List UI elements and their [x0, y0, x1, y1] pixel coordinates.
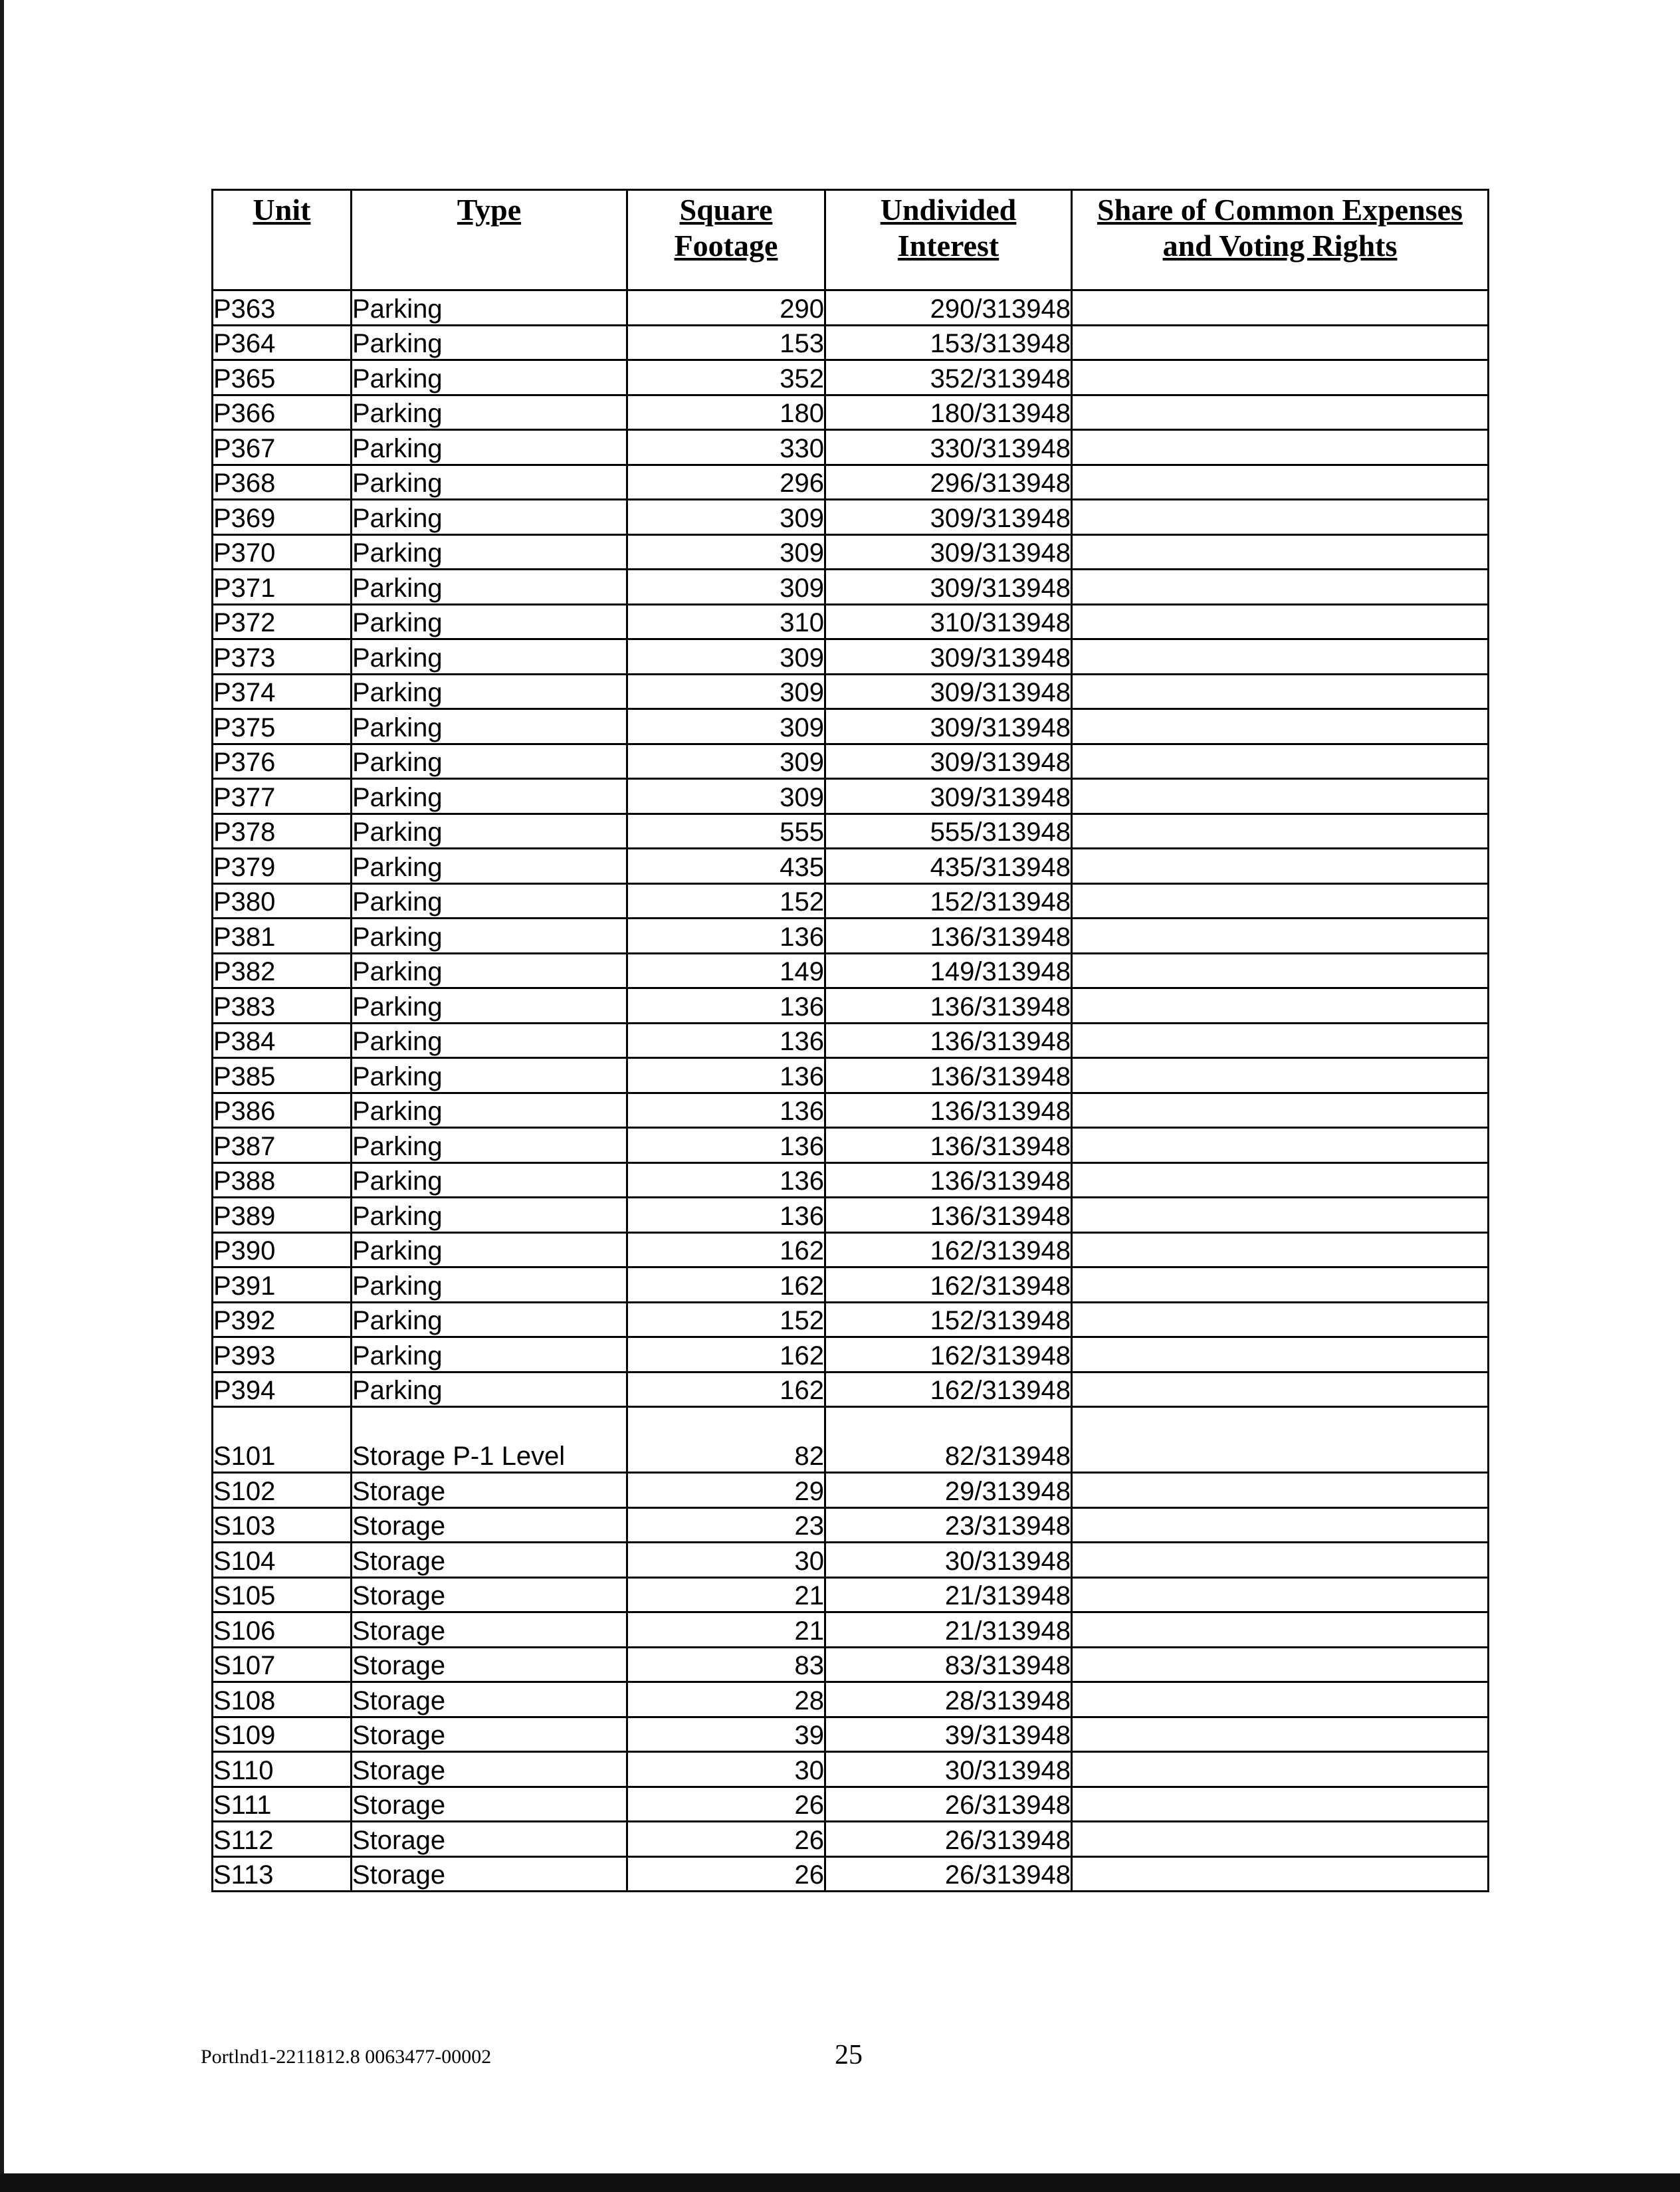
cell-type: Parking	[352, 1058, 627, 1093]
cell-undivided-interest: 136/313948	[825, 919, 1072, 954]
col-header-square-footage	[627, 190, 825, 290]
cell-undivided-interest: 309/313948	[825, 570, 1072, 605]
cell-type: Storage	[352, 1473, 627, 1508]
cell-share	[1072, 744, 1489, 779]
cell-unit: P378	[213, 814, 352, 849]
cell-type: Storage	[352, 1507, 627, 1543]
cell-type: Storage	[352, 1752, 627, 1787]
cell-share	[1072, 1337, 1489, 1372]
cell-undivided-interest: 152/313948	[825, 1302, 1072, 1337]
table-row	[213, 604, 1489, 639]
table-row	[213, 1093, 1489, 1128]
cell-type: Parking	[352, 465, 627, 500]
cell-undivided-interest: 555/313948	[825, 814, 1072, 849]
cell-unit: P388	[213, 1162, 352, 1198]
cell-undivided-interest: 352/313948	[825, 360, 1072, 395]
cell-square-footage: 136	[627, 1128, 825, 1163]
cell-share	[1072, 534, 1489, 570]
cell-unit: P381	[213, 919, 352, 954]
cell-unit: P383	[213, 988, 352, 1024]
col-header-unit	[213, 190, 352, 290]
cell-share	[1072, 1507, 1489, 1543]
table-row	[213, 360, 1489, 395]
cell-undivided-interest: 309/313948	[825, 534, 1072, 570]
table-row	[213, 953, 1489, 988]
cell-share	[1072, 1787, 1489, 1822]
header-row	[213, 190, 1489, 290]
table-row	[213, 1198, 1489, 1233]
cell-unit: S105	[213, 1577, 352, 1612]
table-row	[213, 1023, 1489, 1058]
cell-share	[1072, 779, 1489, 814]
cell-share	[1072, 1372, 1489, 1407]
cell-type: Parking	[352, 500, 627, 535]
cell-square-footage: 309	[627, 639, 825, 675]
cell-undivided-interest: 30/313948	[825, 1752, 1072, 1787]
cell-undivided-interest: 26/313948	[825, 1822, 1072, 1857]
cell-unit: P373	[213, 639, 352, 675]
cell-share	[1072, 849, 1489, 884]
cell-undivided-interest: 26/313948	[825, 1787, 1072, 1822]
cell-share	[1072, 1302, 1489, 1337]
table-row	[213, 1822, 1489, 1857]
table-row	[213, 779, 1489, 814]
cell-type: Parking	[352, 814, 627, 849]
table-header	[213, 190, 1489, 290]
cell-type: Parking	[352, 290, 627, 326]
scan-bottom-edge	[0, 2173, 1680, 2192]
cell-square-footage: 23	[627, 1507, 825, 1543]
cell-square-footage: 309	[627, 674, 825, 709]
cell-square-footage: 152	[627, 1302, 825, 1337]
cell-type: Parking	[352, 430, 627, 465]
cell-share	[1072, 919, 1489, 954]
table-row	[213, 290, 1489, 326]
cell-square-footage: 309	[627, 500, 825, 535]
cell-unit: P384	[213, 1023, 352, 1058]
units-table	[211, 189, 1489, 1892]
table-body	[213, 290, 1489, 1892]
cell-undivided-interest: 309/313948	[825, 639, 1072, 675]
cell-share	[1072, 325, 1489, 360]
cell-share	[1072, 883, 1489, 919]
col-header-square-footage-line1: Square	[679, 193, 773, 227]
cell-unit: P374	[213, 674, 352, 709]
cell-undivided-interest: 30/313948	[825, 1543, 1072, 1578]
col-header-undivided-interest-line1: Undivided	[880, 193, 1017, 227]
table-row	[213, 1267, 1489, 1303]
cell-square-footage: 136	[627, 1162, 825, 1198]
cell-share	[1072, 290, 1489, 326]
cell-undivided-interest: 21/313948	[825, 1577, 1072, 1612]
cell-undivided-interest: 26/313948	[825, 1856, 1072, 1892]
cell-type: Storage	[352, 1647, 627, 1682]
cell-unit: P376	[213, 744, 352, 779]
cell-square-footage: 26	[627, 1856, 825, 1892]
cell-type: Storage P-1 Level	[352, 1407, 627, 1473]
cell-undivided-interest: 309/313948	[825, 744, 1072, 779]
cell-square-footage: 309	[627, 709, 825, 744]
cell-share	[1072, 674, 1489, 709]
cell-undivided-interest: 309/313948	[825, 674, 1072, 709]
table-row	[213, 919, 1489, 954]
cell-share	[1072, 1198, 1489, 1233]
cell-square-footage: 309	[627, 744, 825, 779]
cell-unit: P387	[213, 1128, 352, 1163]
cell-square-footage: 82	[627, 1407, 825, 1473]
col-header-unit-label: Unit	[253, 193, 311, 227]
cell-unit: P371	[213, 570, 352, 605]
cell-undivided-interest: 39/313948	[825, 1717, 1072, 1752]
cell-share	[1072, 1267, 1489, 1303]
cell-undivided-interest: 152/313948	[825, 883, 1072, 919]
cell-square-footage: 555	[627, 814, 825, 849]
cell-type: Parking	[352, 1093, 627, 1128]
cell-square-footage: 29	[627, 1473, 825, 1508]
cell-square-footage: 26	[627, 1787, 825, 1822]
cell-undivided-interest: 153/313948	[825, 325, 1072, 360]
cell-type: Parking	[352, 883, 627, 919]
scan-left-edge	[0, 0, 4, 2192]
cell-unit: S107	[213, 1647, 352, 1682]
cell-undivided-interest: 136/313948	[825, 1023, 1072, 1058]
table-row	[213, 814, 1489, 849]
cell-undivided-interest: 162/313948	[825, 1232, 1072, 1267]
cell-unit: P364	[213, 325, 352, 360]
table-row	[213, 1058, 1489, 1093]
cell-type: Storage	[352, 1577, 627, 1612]
cell-square-footage: 162	[627, 1372, 825, 1407]
cell-type: Parking	[352, 604, 627, 639]
table-row	[213, 1372, 1489, 1407]
cell-square-footage: 296	[627, 465, 825, 500]
cell-type: Storage	[352, 1682, 627, 1717]
cell-unit: P391	[213, 1267, 352, 1303]
cell-undivided-interest: 136/313948	[825, 1162, 1072, 1198]
cell-unit: S112	[213, 1822, 352, 1857]
cell-square-footage: 180	[627, 395, 825, 430]
cell-unit: P380	[213, 883, 352, 919]
cell-type: Parking	[352, 953, 627, 988]
table-row	[213, 1128, 1489, 1163]
table-row	[213, 639, 1489, 675]
cell-share	[1072, 1612, 1489, 1648]
cell-square-footage: 21	[627, 1612, 825, 1648]
cell-share	[1072, 395, 1489, 430]
cell-square-footage: 39	[627, 1717, 825, 1752]
cell-undivided-interest: 309/313948	[825, 709, 1072, 744]
table-row	[213, 883, 1489, 919]
footer-page-number: 25	[835, 2040, 863, 2070]
cell-square-footage: 136	[627, 988, 825, 1024]
cell-square-footage: 309	[627, 534, 825, 570]
cell-share	[1072, 639, 1489, 675]
cell-type: Parking	[352, 570, 627, 605]
cell-undivided-interest: 435/313948	[825, 849, 1072, 884]
col-header-type	[352, 190, 627, 290]
cell-square-footage: 83	[627, 1647, 825, 1682]
cell-square-footage: 162	[627, 1337, 825, 1372]
table-row	[213, 395, 1489, 430]
cell-unit: S104	[213, 1543, 352, 1578]
cell-undivided-interest: 296/313948	[825, 465, 1072, 500]
cell-unit: P370	[213, 534, 352, 570]
table-row	[213, 500, 1489, 535]
col-header-undivided-interest-line2: Interest	[897, 229, 999, 263]
cell-share	[1072, 1717, 1489, 1752]
cell-type: Parking	[352, 779, 627, 814]
col-header-type-label: Type	[457, 193, 522, 227]
cell-undivided-interest: 290/313948	[825, 290, 1072, 326]
cell-square-footage: 136	[627, 1058, 825, 1093]
cell-share	[1072, 1232, 1489, 1267]
cell-square-footage: 30	[627, 1543, 825, 1578]
cell-unit: P367	[213, 430, 352, 465]
cell-unit: P368	[213, 465, 352, 500]
cell-unit: P393	[213, 1337, 352, 1372]
cell-unit: P382	[213, 953, 352, 988]
cell-undivided-interest: 330/313948	[825, 430, 1072, 465]
cell-square-footage: 162	[627, 1267, 825, 1303]
table-row	[213, 1232, 1489, 1267]
cell-undivided-interest: 136/313948	[825, 1128, 1072, 1163]
cell-type: Storage	[352, 1612, 627, 1648]
cell-share	[1072, 1093, 1489, 1128]
cell-undivided-interest: 82/313948	[825, 1407, 1072, 1473]
table-row	[213, 1302, 1489, 1337]
cell-unit: S101	[213, 1407, 352, 1473]
cell-square-footage: 136	[627, 1093, 825, 1128]
cell-undivided-interest: 28/313948	[825, 1682, 1072, 1717]
cell-square-footage: 310	[627, 604, 825, 639]
cell-unit: P369	[213, 500, 352, 535]
table-row	[213, 1752, 1489, 1787]
col-header-square-footage-line2: Footage	[674, 229, 778, 263]
cell-type: Parking	[352, 919, 627, 954]
cell-undivided-interest: 21/313948	[825, 1612, 1072, 1648]
table-row	[213, 1337, 1489, 1372]
cell-square-footage: 136	[627, 1023, 825, 1058]
cell-unit: P385	[213, 1058, 352, 1093]
table-row	[213, 1612, 1489, 1648]
cell-unit: P363	[213, 290, 352, 326]
cell-unit: P377	[213, 779, 352, 814]
cell-undivided-interest: 29/313948	[825, 1473, 1072, 1508]
cell-undivided-interest: 162/313948	[825, 1372, 1072, 1407]
cell-undivided-interest: 162/313948	[825, 1337, 1072, 1372]
cell-share	[1072, 360, 1489, 395]
cell-undivided-interest: 136/313948	[825, 1093, 1072, 1128]
cell-share	[1072, 988, 1489, 1024]
table-row	[213, 1162, 1489, 1198]
cell-type: Parking	[352, 1302, 627, 1337]
cell-square-footage: 309	[627, 570, 825, 605]
cell-share	[1072, 1162, 1489, 1198]
table-row	[213, 709, 1489, 744]
cell-share	[1072, 709, 1489, 744]
table-row	[213, 849, 1489, 884]
cell-unit: S111	[213, 1787, 352, 1822]
table-row	[213, 1856, 1489, 1892]
cell-unit: S106	[213, 1612, 352, 1648]
cell-share	[1072, 1543, 1489, 1578]
cell-undivided-interest: 310/313948	[825, 604, 1072, 639]
cell-type: Storage	[352, 1822, 627, 1857]
table-row	[213, 430, 1489, 465]
cell-type: Parking	[352, 360, 627, 395]
cell-type: Storage	[352, 1856, 627, 1892]
cell-share	[1072, 814, 1489, 849]
cell-square-footage: 30	[627, 1752, 825, 1787]
cell-undivided-interest: 149/313948	[825, 953, 1072, 988]
cell-unit: S108	[213, 1682, 352, 1717]
cell-unit: P372	[213, 604, 352, 639]
cell-type: Parking	[352, 639, 627, 675]
cell-type: Parking	[352, 1372, 627, 1407]
cell-unit: S110	[213, 1752, 352, 1787]
cell-square-footage: 330	[627, 430, 825, 465]
table-row	[213, 1647, 1489, 1682]
cell-square-footage: 435	[627, 849, 825, 884]
table-row	[213, 1787, 1489, 1822]
cell-square-footage: 149	[627, 953, 825, 988]
cell-share	[1072, 1023, 1489, 1058]
col-header-undivided-interest	[825, 190, 1072, 290]
cell-type: Parking	[352, 1232, 627, 1267]
cell-type: Parking	[352, 1023, 627, 1058]
table-row	[213, 1507, 1489, 1543]
cell-share	[1072, 1473, 1489, 1508]
cell-type: Storage	[352, 1543, 627, 1578]
cell-share	[1072, 1822, 1489, 1857]
cell-type: Parking	[352, 534, 627, 570]
table-row	[213, 465, 1489, 500]
cell-share	[1072, 570, 1489, 605]
cell-square-footage: 136	[627, 1198, 825, 1233]
cell-share	[1072, 1577, 1489, 1612]
cell-type: Parking	[352, 988, 627, 1024]
cell-type: Parking	[352, 744, 627, 779]
cell-share	[1072, 430, 1489, 465]
cell-unit: S113	[213, 1856, 352, 1892]
cell-type: Parking	[352, 395, 627, 430]
cell-undivided-interest: 180/313948	[825, 395, 1072, 430]
cell-unit: P394	[213, 1372, 352, 1407]
cell-unit: P365	[213, 360, 352, 395]
table-row	[213, 534, 1489, 570]
cell-type: Parking	[352, 1337, 627, 1372]
cell-square-footage: 28	[627, 1682, 825, 1717]
table-row	[213, 325, 1489, 360]
cell-type: Parking	[352, 1198, 627, 1233]
cell-unit: S102	[213, 1473, 352, 1508]
cell-unit: P375	[213, 709, 352, 744]
cell-share	[1072, 465, 1489, 500]
cell-share	[1072, 953, 1489, 988]
cell-undivided-interest: 136/313948	[825, 1058, 1072, 1093]
cell-share	[1072, 604, 1489, 639]
cell-share	[1072, 1647, 1489, 1682]
cell-square-footage: 26	[627, 1822, 825, 1857]
cell-unit: P390	[213, 1232, 352, 1267]
col-header-share-line1: Share of Common Expenses	[1097, 193, 1463, 227]
cell-share	[1072, 500, 1489, 535]
cell-type: Parking	[352, 325, 627, 360]
table-row	[213, 1717, 1489, 1752]
table-row	[213, 1473, 1489, 1508]
cell-square-footage: 152	[627, 883, 825, 919]
table-row	[213, 1543, 1489, 1578]
cell-share	[1072, 1682, 1489, 1717]
cell-square-footage: 290	[627, 290, 825, 326]
table-row	[213, 1407, 1489, 1473]
cell-type: Parking	[352, 1128, 627, 1163]
cell-unit: P366	[213, 395, 352, 430]
cell-share	[1072, 1058, 1489, 1093]
cell-type: Parking	[352, 674, 627, 709]
cell-undivided-interest: 136/313948	[825, 988, 1072, 1024]
table-row	[213, 988, 1489, 1024]
cell-square-footage: 309	[627, 779, 825, 814]
cell-type: Parking	[352, 709, 627, 744]
table-row	[213, 1577, 1489, 1612]
cell-share	[1072, 1856, 1489, 1892]
col-header-share-line2: and Voting Rights	[1162, 229, 1398, 263]
cell-unit: S103	[213, 1507, 352, 1543]
cell-unit: P379	[213, 849, 352, 884]
col-header-share	[1072, 190, 1489, 290]
cell-undivided-interest: 309/313948	[825, 500, 1072, 535]
cell-undivided-interest: 309/313948	[825, 779, 1072, 814]
cell-square-footage: 153	[627, 325, 825, 360]
cell-square-footage: 21	[627, 1577, 825, 1612]
cell-undivided-interest: 162/313948	[825, 1267, 1072, 1303]
cell-share	[1072, 1128, 1489, 1163]
cell-unit: P386	[213, 1093, 352, 1128]
cell-undivided-interest: 23/313948	[825, 1507, 1072, 1543]
table-row	[213, 1682, 1489, 1717]
table-row	[213, 570, 1489, 605]
table-row	[213, 744, 1489, 779]
cell-undivided-interest: 136/313948	[825, 1198, 1072, 1233]
table-row	[213, 674, 1489, 709]
cell-undivided-interest: 83/313948	[825, 1647, 1072, 1682]
cell-square-footage: 136	[627, 919, 825, 954]
cell-type: Parking	[352, 1267, 627, 1303]
cell-type: Storage	[352, 1717, 627, 1752]
cell-unit: S109	[213, 1717, 352, 1752]
cell-square-footage: 352	[627, 360, 825, 395]
cell-type: Parking	[352, 849, 627, 884]
cell-share	[1072, 1407, 1489, 1473]
cell-type: Storage	[352, 1787, 627, 1822]
cell-square-footage: 162	[627, 1232, 825, 1267]
cell-unit: P389	[213, 1198, 352, 1233]
footer-document-id: Portlnd1-2211812.8 0063477-00002	[201, 2046, 492, 2068]
cell-share	[1072, 1752, 1489, 1787]
cell-unit: P392	[213, 1302, 352, 1337]
cell-type: Parking	[352, 1162, 627, 1198]
